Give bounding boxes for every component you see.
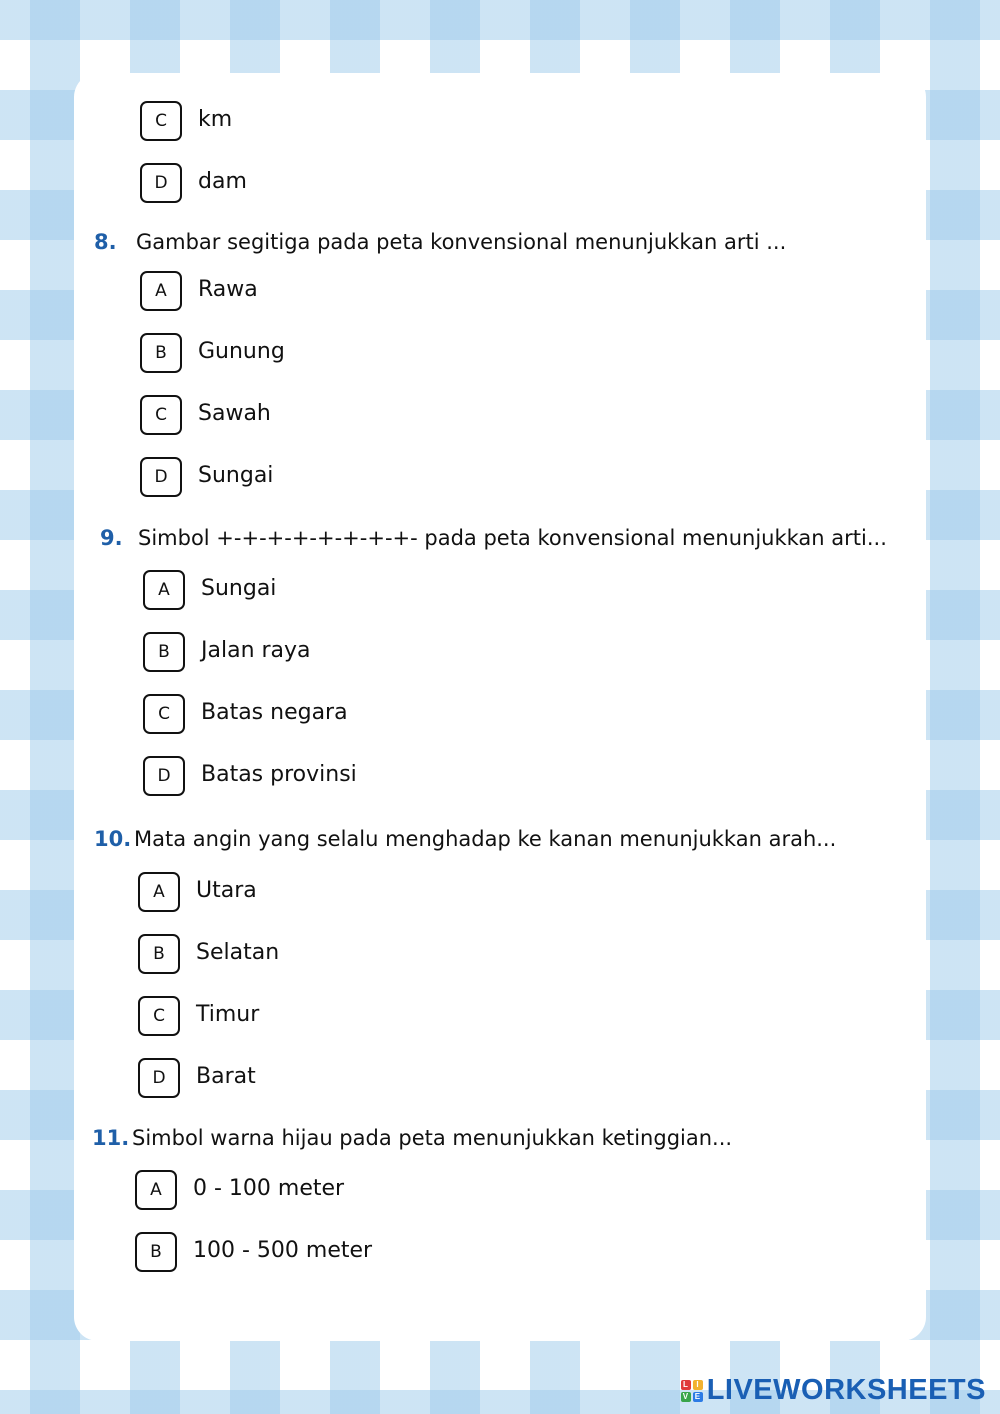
q9-option-c-text: Batas negara — [201, 700, 348, 725]
q9-option-c-box[interactable]: C — [143, 694, 185, 734]
logo-letter-l: L — [681, 1380, 691, 1390]
q10-option-b-box[interactable]: B — [138, 934, 180, 974]
logo-letter-i: I — [693, 1380, 703, 1390]
question-10-text: Mata angin yang selalu menghadap ke kanan menunjukkan arah... — [134, 827, 837, 851]
liveworksheets-logo-icon — [681, 1380, 703, 1402]
q11-option-b-box[interactable]: B — [135, 1232, 177, 1272]
question-11-number: 11. — [92, 1126, 130, 1150]
q9-option-a-text: Sungai — [201, 576, 277, 601]
liveworksheets-brand[interactable] — [681, 1374, 986, 1407]
q11-option-a-box[interactable]: A — [135, 1170, 177, 1210]
q10-option-b-text: Selatan — [196, 940, 280, 965]
q9-option-d-box[interactable]: D — [143, 756, 185, 796]
q8-option-c-box[interactable]: C — [140, 395, 182, 435]
logo-letter-e: E — [693, 1392, 703, 1402]
q9-option-a-box[interactable]: A — [143, 570, 185, 610]
q8-option-a-text: Rawa — [198, 277, 258, 302]
logo-letter-v: V — [681, 1392, 691, 1402]
q8-option-b-text: Gunung — [198, 339, 285, 364]
question-11 — [92, 1126, 732, 1150]
q10-option-a-box[interactable]: A — [138, 872, 180, 912]
q10-option-d-box[interactable]: D — [138, 1058, 180, 1098]
q11-option-b-text: 100 - 500 meter — [193, 1238, 373, 1263]
q10-option-c-box[interactable]: C — [138, 996, 180, 1036]
question-9-text: Simbol +-+-+-+-+-+-+-+- pada peta konvensional menunjukkan arti... — [138, 526, 887, 550]
q10-option-c-text: Timur — [196, 1002, 260, 1027]
q11-option-a-text: 0 - 100 meter — [193, 1176, 345, 1201]
q8-option-b-box[interactable]: B — [140, 333, 182, 373]
q9-option-b-box[interactable]: B — [143, 632, 185, 672]
question-10-number: 10. — [94, 827, 132, 851]
option-d-text: dam — [198, 169, 247, 194]
question-8-number: 8. — [94, 230, 117, 254]
q10-option-a-text: Utara — [196, 878, 257, 903]
question-10 — [94, 827, 836, 851]
q9-option-d-text: Batas provinsi — [201, 762, 357, 787]
question-9 — [100, 526, 887, 550]
brand-text: LIVEWORKSHEETS — [706, 1374, 986, 1406]
q9-option-b-text: Jalan raya — [201, 638, 311, 663]
q8-option-a-box[interactable]: A — [140, 271, 182, 311]
question-8 — [94, 230, 786, 254]
option-c-box[interactable]: C — [140, 101, 182, 141]
option-d-box[interactable]: D — [140, 163, 182, 203]
option-c-text: km — [198, 107, 233, 132]
question-8-text: Gambar segitiga pada peta konvensional menunjukkan arti ... — [136, 230, 787, 254]
q8-option-d-text: Sungai — [198, 463, 274, 488]
q8-option-d-box[interactable]: D — [140, 457, 182, 497]
question-9-number: 9. — [100, 526, 123, 550]
q8-option-c-text: Sawah — [198, 401, 271, 426]
question-11-text: Simbol warna hijau pada peta menunjukkan ketinggian... — [132, 1126, 733, 1150]
q10-option-d-text: Barat — [196, 1064, 256, 1089]
